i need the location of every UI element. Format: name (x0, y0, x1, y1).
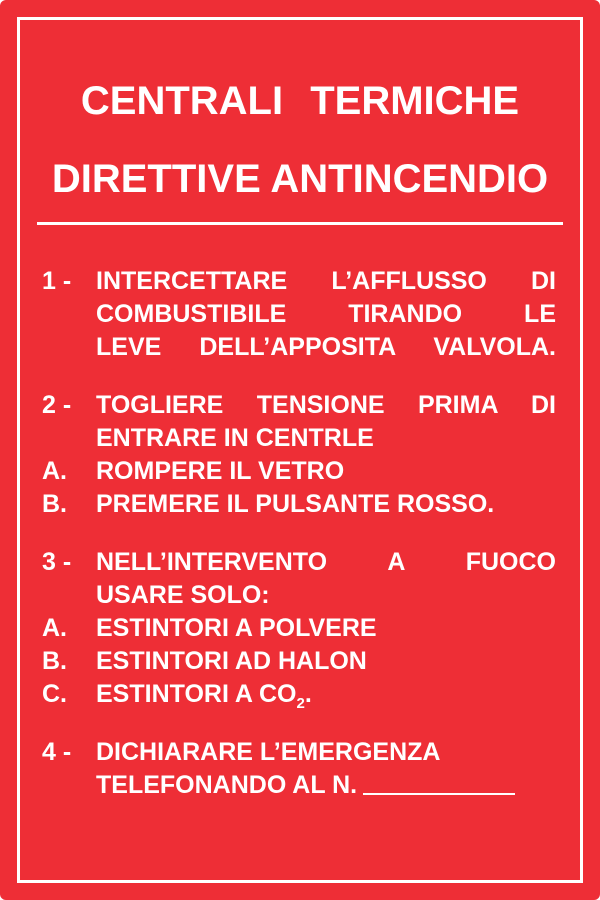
item-1-marker: 1 - (42, 267, 72, 295)
list-item (42, 298, 556, 331)
item-3c-text (96, 678, 556, 711)
item-1-line2: COMBUSTIBILE TIRANDO LE (96, 300, 556, 328)
list-item (42, 488, 556, 521)
list-item (42, 265, 556, 298)
item-2a-marker: A. (42, 457, 67, 485)
item-3a-marker: A. (42, 614, 67, 642)
list-item (42, 579, 556, 612)
item-3c-marker: C. (42, 680, 67, 708)
co2-subscript: 2 (296, 695, 305, 712)
phone-number-blank-line (363, 769, 515, 795)
item-2a-text: ROMPERE IL VETRO (96, 457, 345, 485)
item-1-line1: INTERCETTARE L’AFFLUSSO DI (96, 267, 556, 295)
item-3a-text: ESTINTORI A POLVERE (96, 614, 377, 642)
list-item (42, 455, 556, 488)
sign-title-line2: DIRETTIVE ANTINCENDIO (51, 157, 549, 201)
item-3-marker: 3 - (42, 548, 72, 576)
title-divider (37, 222, 563, 225)
list-item (42, 422, 556, 455)
item-3-line1: NELL’INTERVENTO A FUOCO (96, 548, 556, 576)
item-3c-end: . (304, 680, 312, 708)
item-4-line1: DICHIARARE L’EMERGENZA (96, 738, 441, 766)
list-item (42, 769, 556, 802)
list-item (42, 645, 556, 678)
item-2b-text: PREMERE IL PULSANTE ROSSO. (96, 490, 495, 518)
item-2-line2: ENTRARE IN CENTRLE (96, 424, 374, 452)
list-item (42, 389, 556, 422)
item-3b-marker: B. (42, 647, 67, 675)
item-2b-marker: B. (42, 490, 67, 518)
list-item (42, 546, 556, 579)
item-2-line1: TOGLIERE TENSIONE PRIMA DI (96, 391, 556, 419)
item-1-line3: LEVE DELL’APPOSITA VALVOLA. (96, 333, 556, 361)
list-item (42, 736, 556, 769)
item-3b-text: ESTINTORI AD HALON (96, 647, 367, 675)
list-item (42, 612, 556, 645)
item-3-line2: USARE SOLO: (96, 581, 270, 609)
item-4-marker: 4 - (42, 738, 72, 766)
item-4-line2: TELEFONANDO AL N. (96, 771, 358, 799)
list-item (42, 331, 556, 364)
sign-title-line1: CENTRALI TERMICHE (80, 79, 520, 123)
instructions-list (42, 265, 556, 802)
list-item (42, 678, 556, 711)
item-2-marker: 2 - (42, 391, 72, 419)
item-3c-main: ESTINTORI A CO (96, 680, 297, 708)
